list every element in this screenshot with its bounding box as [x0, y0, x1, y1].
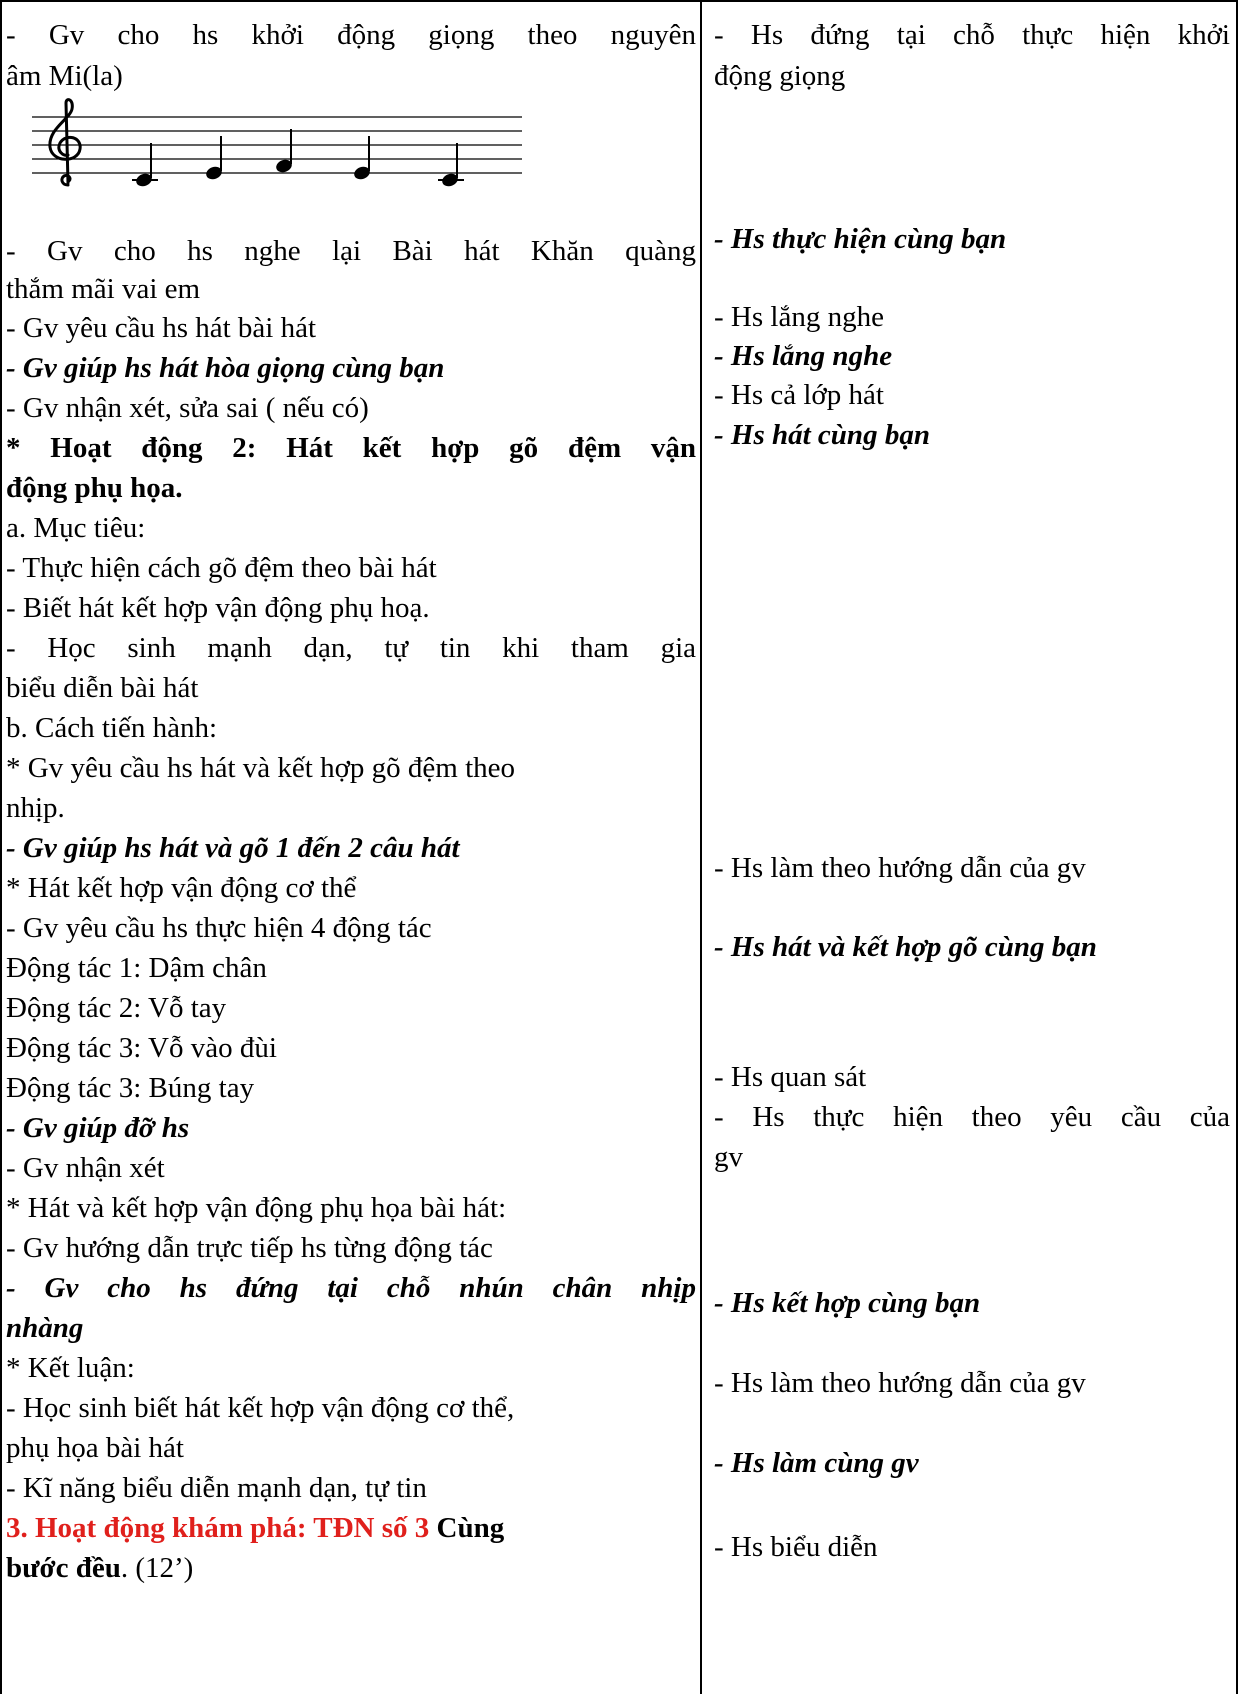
- text-line: - Hs lắng nghe: [714, 340, 893, 372]
- heading-black-part: Cùng: [429, 1512, 505, 1544]
- text-line: - Hs làm theo hướng dẫn của gv: [714, 852, 1086, 884]
- student-activity-column: [700, 0, 1238, 1694]
- text-line: - Hs thực hiện theo yêu cầu của: [714, 1101, 1230, 1133]
- heading-duration: . (12’): [120, 1552, 194, 1584]
- text-line: - Học sinh mạnh dạn, tự tin khi tham gia: [6, 632, 696, 664]
- text-line: * Hát kết hợp vận động cơ thể: [6, 872, 357, 904]
- text-line: - Kĩ năng biểu diễn mạnh dạn, tự tin: [6, 1472, 427, 1504]
- text-line: - Hs lắng nghe: [714, 301, 884, 333]
- text-line: - Gv cho hs đứng tại chỗ nhún chân nhịp: [6, 1272, 696, 1304]
- section-heading: [6, 1511, 504, 1545]
- text-line: - Gv cho hs nghe lại Bài hát Khăn quàng: [6, 235, 696, 267]
- text-line: Động tác 2: Vỗ tay: [6, 992, 227, 1024]
- text-line: * Hát và kết hợp vận động phụ họa bài hát:: [6, 1192, 507, 1224]
- text-line: * Gv yêu cầu hs hát và kết hợp gõ đệm theo: [6, 752, 516, 784]
- text-line: b. Cách tiến hành:: [6, 712, 218, 744]
- text-line: Động tác 1: Dậm chân: [6, 952, 267, 984]
- text-line: - Biết hát kết hợp vận động phụ hoạ.: [6, 592, 430, 624]
- text-line: - Hs quan sát: [714, 1061, 867, 1093]
- text-line: - Hs biểu diễn: [714, 1531, 878, 1563]
- heading-bold-part: bước đều: [6, 1552, 121, 1584]
- text-line: biểu diễn bài hát: [6, 672, 199, 704]
- text-line: - Hs đứng tại chỗ thực hiện khởi: [714, 19, 1230, 51]
- text-line: Động tác 3: Vỗ vào đùi: [6, 1032, 277, 1064]
- text-line: - Hs làm cùng gv: [714, 1447, 919, 1479]
- text-line: thắm mãi vai em: [6, 273, 201, 305]
- text-line: - Gv nhận xét: [6, 1152, 165, 1184]
- section-heading: * Hoạt động 2: Hát kết hợp gõ đệm vận: [6, 432, 696, 464]
- text-line: - Gv giúp đỡ hs: [6, 1112, 190, 1144]
- text-line: * Kết luận:: [6, 1352, 135, 1384]
- text-line: - Hs kết hợp cùng bạn: [714, 1287, 981, 1319]
- text-line: Động tác 3: Búng tay: [6, 1072, 255, 1104]
- text-line: - Gv giúp hs hát và gõ 1 đến 2 câu hát: [6, 832, 460, 864]
- text-line: - Gv giúp hs hát hòa giọng cùng bạn: [6, 352, 445, 384]
- text-line: gv: [714, 1141, 743, 1173]
- section-heading: động phụ họa.: [6, 472, 183, 504]
- section-heading: [6, 1551, 193, 1585]
- text-line: phụ họa bài hát: [6, 1432, 184, 1464]
- text-line: - Học sinh biết hát kết hợp vận động cơ thể,: [6, 1392, 515, 1424]
- text-line: - Gv yêu cầu hs thực hiện 4 động tác: [6, 912, 432, 944]
- text-line: - Hs cả lớp hát: [714, 379, 884, 411]
- heading-red-part: 3. Hoạt động khám phá: TĐN số 3: [6, 1512, 430, 1544]
- text-line: âm Mi(la): [6, 60, 123, 92]
- text-line: - Gv nhận xét, sửa sai ( nếu có): [6, 392, 369, 424]
- text-line: - Gv yêu cầu hs hát bài hát: [6, 312, 317, 344]
- text-line: - Gv cho hs khởi động giọng theo nguyên: [6, 19, 696, 51]
- text-line: nhịp.: [6, 792, 65, 824]
- text-line: - Hs làm theo hướng dẫn của gv: [714, 1367, 1086, 1399]
- text-line: động giọng: [714, 60, 846, 92]
- text-line: - Hs thực hiện cùng bạn: [714, 223, 1007, 255]
- treble-clef-staff-notes-icon: [22, 97, 552, 189]
- text-line: a. Mục tiêu:: [6, 512, 146, 544]
- text-line: - Thực hiện cách gõ đệm theo bài hát: [6, 552, 437, 584]
- text-line: - Gv hướng dẫn trực tiếp hs từng động tác: [6, 1232, 493, 1264]
- text-line: - Hs hát và kết hợp gõ cùng bạn: [714, 931, 1097, 963]
- text-line: - Hs hát cùng bạn: [714, 419, 930, 451]
- text-line: nhàng: [6, 1312, 84, 1344]
